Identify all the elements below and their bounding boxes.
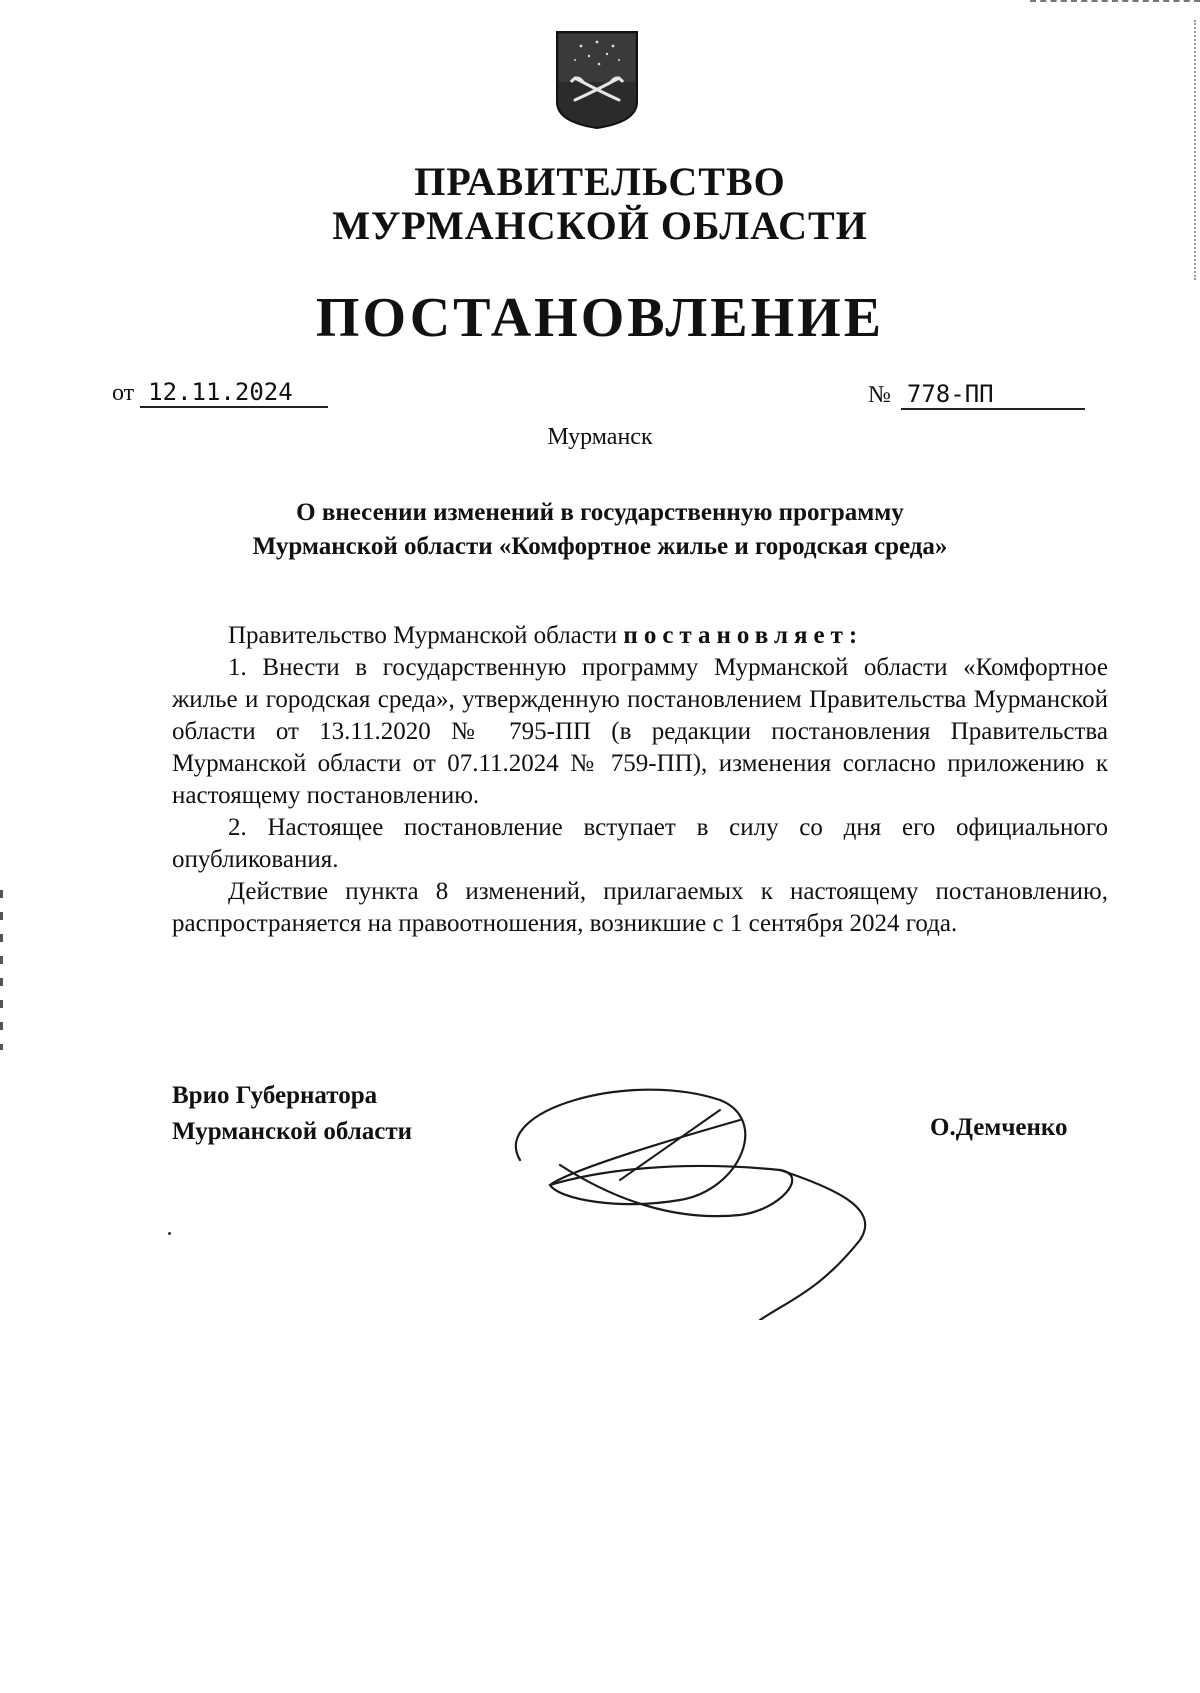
- scan-edge-artifact: [1030, 0, 1200, 6]
- city-name: Мурманск: [547, 424, 653, 450]
- decree-number: 778-ПП: [901, 380, 1085, 410]
- scan-edge-artifact: [0, 890, 3, 1050]
- coat-of-arms-icon: [555, 30, 639, 130]
- decree-body: [172, 620, 1108, 940]
- scan-dot-artifact: [168, 1232, 171, 1235]
- decree-intro: [172, 620, 1108, 652]
- signer-position-line-2: Мурманской области: [172, 1118, 413, 1145]
- date-prefix: от: [112, 380, 135, 406]
- decree-date: 12.11.2024: [140, 378, 328, 408]
- government-title-line-1: ПРАВИТЕЛЬСТВО: [414, 159, 786, 204]
- decree-paragraph-1: 1. Внести в государственную программу Мурманской области «Комфортное жилье и городская среда», утвержденную постановлением Правительства Мурманской области от 13.11.2020 № 795-ПП (в редакции постановления Правительства Мурманской области от 07.11.2024 № 759-ПП), изменения согласно приложению к настоящему постановлению.: [172, 654, 1108, 809]
- government-title-line-2: МУРМАНСКОЙ ОБЛАСТИ: [332, 203, 868, 248]
- handwritten-signature: [480, 1050, 880, 1320]
- signer-position: [172, 1078, 412, 1150]
- decree-verb: постановляет:: [623, 622, 864, 649]
- decree-number-row: [868, 380, 1085, 410]
- subject-line-1: О внесении изменений в государственную программу: [296, 499, 904, 526]
- signer-name: О.Демченко: [930, 1114, 1068, 1141]
- intro-text: Правительство Мурманской области: [228, 622, 624, 649]
- decree-date-row: [112, 378, 328, 408]
- document-type-title: ПОСТАНОВЛЕНИЕ: [315, 287, 885, 349]
- decree-subject: [0, 496, 1200, 564]
- number-prefix: №: [868, 382, 891, 408]
- subject-line-2: Мурманской области «Комфортное жилье и городская среда»: [252, 533, 948, 560]
- signer-position-line-1: Врио Губернатора: [172, 1082, 378, 1109]
- decree-paragraph-2: 2. Настоящее постановление вступает в силу со дня его официального опубликования.: [172, 814, 1108, 873]
- decree-paragraph-3: Действие пункта 8 изменений, прилагаемых к настоящему постановлению, распространяется на правоотношения, возникшие с 1 сентября 2024 года.: [172, 878, 1108, 937]
